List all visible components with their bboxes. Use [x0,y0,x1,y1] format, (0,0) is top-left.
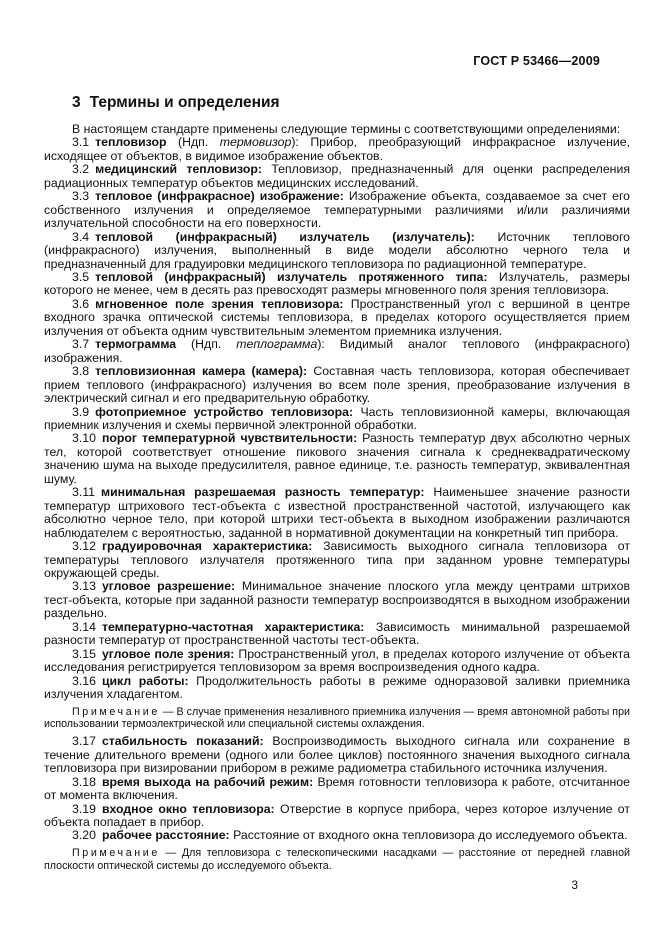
term-deprecated: термовизор [219,135,292,150]
term-name: тепловое (инфракрасное) изображение: [95,189,349,204]
term-name: угловое разрешение: [101,579,242,594]
term-definition: Отверстие в корпусе прибора, через которое излучение от объекта попадает в прибор. [44,801,630,830]
term-definition: Зависимость минимальной разрешаемой разности температур от пространственной частоты тест-объекта. [44,619,630,648]
term-number: 3.10 [72,431,96,446]
term-name: градуировочная характеристика: [101,539,324,554]
term-paragraph-3-13 [44,580,630,620]
term-definition: Воспроизводимость выходного сигнала или сохранение в течение длительного времени (одного или более циклов) постоянного значения выходного сигнала тепловизора при визировании прибором в режиме радиометра стабильного источника излучения. [44,734,630,776]
term-nd-post: ): [291,135,311,150]
term-number: 3.6 [72,296,90,311]
term-name: мгновенное поле зрения тепловизора: [95,296,351,311]
term-name: тепловой (инфракрасный) излучатель протяженного типа: [95,269,499,284]
term-definition: Наименьшее значение разности температур штрихового тест-объекта с известной пространственной частотой, излучающего как абсолютно черное тело, при которой штрихи тест-объекта в выходном изображении различаются наблюдателем с вероятностью, заданной в нормативной документации на конкретный тип прибора. [44,485,630,540]
term-deprecated: теплограмма [236,337,318,352]
term-paragraph-3-4 [44,231,630,271]
term-definition: Зависимость выходного сигнала тепловизора от температуры теплового излучателя протяженного типа при заданном уровне температуры окружающей среды. [44,539,630,580]
term-number: 3.1 [72,135,90,150]
term-definition: Прибор, преобразующий инфракрасное излучение, исходящее от объектов, в видимое изображение объектов. [44,135,630,163]
term-definition: Источник теплового (инфракрасного) излучения, выполненный в виде модели абсолютно черного тела и предназначенный для градуировки медицинского тепловизора по радиационной температуре. [44,229,631,271]
note-text: — В случае применения незаливного приемника излучения — время автономной работы при использовании термоэлектрической или специальной системы охлаждения. [44,705,630,731]
standard-number: ГОСТ Р 53466—2009 [473,54,600,68]
term-number: 3.16 [72,673,96,688]
term-paragraph-3-15 [44,648,630,675]
section-title: Термины и определения [89,94,280,111]
term-number: 3.3 [72,189,90,204]
term-definition: Изображение объекта, создаваемое за счет его собственного излучения и определяемое температурными различиями и/или различиями излучательной способности на его поверхности. [44,189,631,231]
term-name: цикл работы: [101,673,197,688]
term-paragraph-3-2 [44,163,630,190]
term-name: тепловизор [95,135,167,150]
term-paragraph-3-1 [44,136,630,163]
note-label: Примечание [72,847,160,860]
term-name: входное окно тепловизора: [101,801,281,816]
term-name: медицинский тепловизор: [95,162,272,177]
term-name: тепловой (инфракрасный) излучатель (излучатель): [95,229,498,244]
term-number: 3.20 [72,828,96,843]
term-definition: Часть тепловизионной камеры, включающая приемник излучения и схемы первичной электронной обработки. [44,404,630,432]
term-definition: Разность температур двух абсолютно черных тел, которой соответствует отношение пикового значения сигнала к среднеквадратическому значению шума на выходе предусилителя, равное единице, т.е. разность температур, эквивалентная шуму. [44,431,630,486]
term-definition: Пространственный угол, в пределах которого излучение от объекта исследования регистрируется тепловизором за время воспроизведения одного кадра. [44,646,630,675]
term-paragraph-3-8 [44,365,630,405]
term-paragraph-3-17 [44,735,630,775]
term-nd-pre: (Ндп. [166,135,220,150]
term-name: рабочее расстояние: [101,828,234,843]
term-number: 3.12 [72,539,96,554]
term-name: стабильность показаний: [101,734,273,749]
term-name: угловое поле зрения: [101,646,239,661]
term-name: порог температурной чувствительности: [101,431,363,446]
term-definition: Тепловизор, предназначенный для оценки распределения радиационных температур объектов медицинских исследований. [44,162,630,190]
term-number: 3.2 [72,162,90,177]
term-number: 3.8 [72,364,90,379]
term-number: 3.4 [72,229,90,244]
page-number: 3 [571,878,578,893]
term-name: фотоприемное устройство тепловизора: [95,404,361,419]
term-paragraph-3-5 [44,271,630,298]
term-name: тепловизионная камера (камера): [95,364,314,379]
term-number: 3.17 [72,734,96,749]
term-paragraph-3-16 [44,675,630,702]
section-heading [72,94,630,111]
term-definition: Продолжительность работы в режиме одноразовой заливки приемника излучения хладагентом. [44,673,630,702]
term-number: 3.19 [72,801,96,816]
term-paragraph-3-20 [44,829,630,842]
term-paragraph-3-11 [44,486,630,540]
term-paragraph-3-6 [44,298,630,338]
term-nd-post: ): [317,337,340,352]
term-paragraph-3-12 [44,540,630,580]
term-name: термограмма [95,337,177,352]
term-definition: Видимый аналог теплового (инфракрасного) изображения. [44,337,630,365]
term-paragraph-3-3 [44,190,630,230]
note-label: Примечание [72,705,160,718]
term-paragraph-3-19 [44,803,630,830]
note-after-3-20 [44,847,630,872]
term-number: 3.5 [72,269,90,284]
term-name: температурно-частотная характеристика: [101,619,376,634]
terms-section [44,123,630,872]
term-nd-pre: (Ндп. [176,337,237,352]
term-definition: Время готовности тепловизора к работе, отсчитанное от момента включения. [44,774,630,803]
term-definition: Пространственный угол с вершиной в центре входного зрачка оптической системы тепловизора, в пределах которого осуществляется прием излучения от объекта одним чувствительным элементом приемника излучения. [44,296,630,338]
intro-paragraph: В настоящем стандарте применены следующие термины с соответствующими определениями: [72,122,621,136]
term-definition: Составная часть тепловизора, которая обеспечивает прием теплового (инфракрасного) излучения во всем поле зрения, преобразование излучения в электрический сигнал и его предварительную обработку. [44,364,631,406]
term-number: 3.11 [72,485,96,500]
term-paragraph-3-9 [44,406,630,433]
term-definition: Излучатель, размеры которого не менее, чем в десять раз превосходят размеры мгновенного поля зрения тепловизора. [44,269,630,298]
term-paragraph-3-18 [44,776,630,803]
term-number: 3.7 [72,337,90,352]
term-name: время выхода на рабочий режим: [101,774,318,789]
term-number: 3.14 [72,619,96,634]
note-after-3-16 [44,706,630,731]
term-number: 3.18 [72,774,96,789]
term-number: 3.15 [72,646,96,661]
section-number: 3 [72,94,81,111]
term-paragraph-3-14 [44,621,630,648]
term-number: 3.9 [72,404,90,419]
term-definition: Минимальное значение плоского угла между центрами штрихов тест-объекта, которые при заданной разности температур воспроизводятся в выходном изображении раздельно. [44,579,630,621]
note-text: — Для тепловизора с телескопическими насадками — расстояние от передней главной плоскости оптической системы до исследуемого объекта. [44,847,630,872]
term-definition: Расстояние от входного окна тепловизора до исследуемого объекта. [233,828,628,843]
term-name: минимальная разрешаемая разность температур: [101,485,434,500]
term-paragraph-3-7 [44,338,630,365]
term-paragraph-3-10 [44,432,630,486]
term-number: 3.13 [72,579,96,594]
